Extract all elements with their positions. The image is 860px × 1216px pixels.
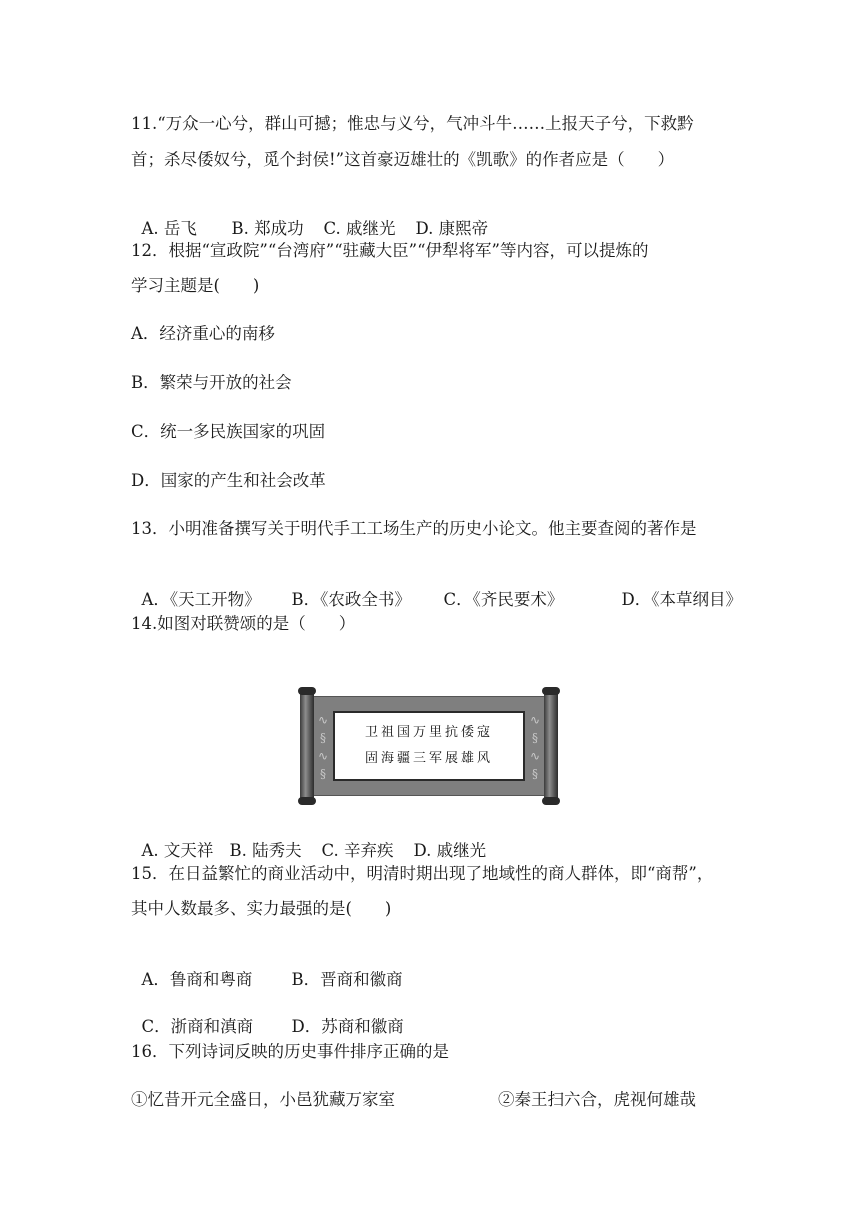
q13-option-b: B．《农政全书》 xyxy=(291,590,411,609)
q12-stem-line2: 学习主题是( ) xyxy=(131,276,260,295)
q14-option-a: A. 文天祥 xyxy=(141,841,214,860)
q13-stem: 13．小明准备撰写关于明代手工工场生产的历史小论文。他主要查阅的著作是 xyxy=(131,519,697,538)
couplet-scroll-image xyxy=(300,690,558,802)
q15-option-b: B．晋商和徽商 xyxy=(291,970,403,989)
q14-option-c: C. 辛弃疾 xyxy=(321,841,394,860)
q11-option-d: D. 康熙帝 xyxy=(415,219,489,238)
q12-option-b: B．繁荣与开放的社会 xyxy=(131,373,292,392)
q15-options-row2 xyxy=(131,991,404,1039)
q12-option-c: C．统一多民族国家的巩固 xyxy=(131,422,326,441)
q13-option-c: C．《齐民要术》 xyxy=(443,590,564,609)
q16-item-1: ①忆昔开元全盛日，小邑犹藏万家室 xyxy=(131,1090,395,1109)
q16-item-2: ②秦王扫六合，虎视何雄哉 xyxy=(498,1090,696,1109)
q13-option-a: A．《天工开物》 xyxy=(141,590,261,609)
q15-stem-line2: 其中人数最多、实力最强的是( ) xyxy=(131,899,392,918)
q13-option-d: D．《本草纲目》 xyxy=(621,590,742,609)
q16-stem: 16．下列诗词反映的历史事件排序正确的是 xyxy=(131,1042,449,1061)
q11-stem-line2: 首；杀尽倭奴兮，觅个封侯!”这首豪迈雄壮的《凯歌》的作者应是（ ） xyxy=(131,150,675,169)
q14-options xyxy=(131,815,486,863)
q11-option-c: C. 戚继光 xyxy=(323,219,396,238)
q11-stem-line1: 11.“万众一心兮，群山可撼；惟忠与义兮，气冲斗牛……上报天子兮，下救黔 xyxy=(131,114,694,133)
q13-options xyxy=(131,564,742,612)
q14-stem: 14.如图对联赞颂的是（ ） xyxy=(131,614,356,633)
q11-option-b: B. 郑成功 xyxy=(231,219,304,238)
q14-option-b: B. 陆秀夫 xyxy=(229,841,302,860)
q12-option-a: A．经济重心的南移 xyxy=(131,324,275,343)
scroll-ornament-right: ∿ § ∿ § xyxy=(529,713,541,781)
q15-stem-line1: 15．在日益繁忙的商业活动中，明清时期出现了地域性的商人群体，即“商帮”， xyxy=(131,864,714,883)
couplet-line-1: 卫祖国万里抗倭寇 xyxy=(364,725,493,740)
q15-option-d: D．苏商和徽商 xyxy=(291,1017,404,1036)
q11-option-a: A. 岳飞 xyxy=(141,219,197,238)
scroll-rod-right xyxy=(544,690,558,802)
q12-option-d: D．国家的产生和社会改革 xyxy=(131,471,326,490)
scroll-rod-left xyxy=(300,690,314,802)
couplet-panel xyxy=(333,711,525,781)
scroll-cloth xyxy=(312,696,546,796)
couplet-line-2: 固海疆三军展雄风 xyxy=(364,751,493,766)
q11-options xyxy=(131,193,488,241)
q12-stem-line1: 12．根据“宣政院”“台湾府”“驻藏大臣”“伊犁将军”等内容，可以提炼的 xyxy=(131,241,649,260)
q15-options-row1 xyxy=(131,944,403,992)
q15-option-c: C．浙商和滇商 xyxy=(141,1017,254,1036)
q15-option-a: A．鲁商和粤商 xyxy=(141,970,253,989)
scroll-ornament-left: ∿ § ∿ § xyxy=(317,713,329,781)
q14-option-d: D. 戚继光 xyxy=(413,841,487,860)
